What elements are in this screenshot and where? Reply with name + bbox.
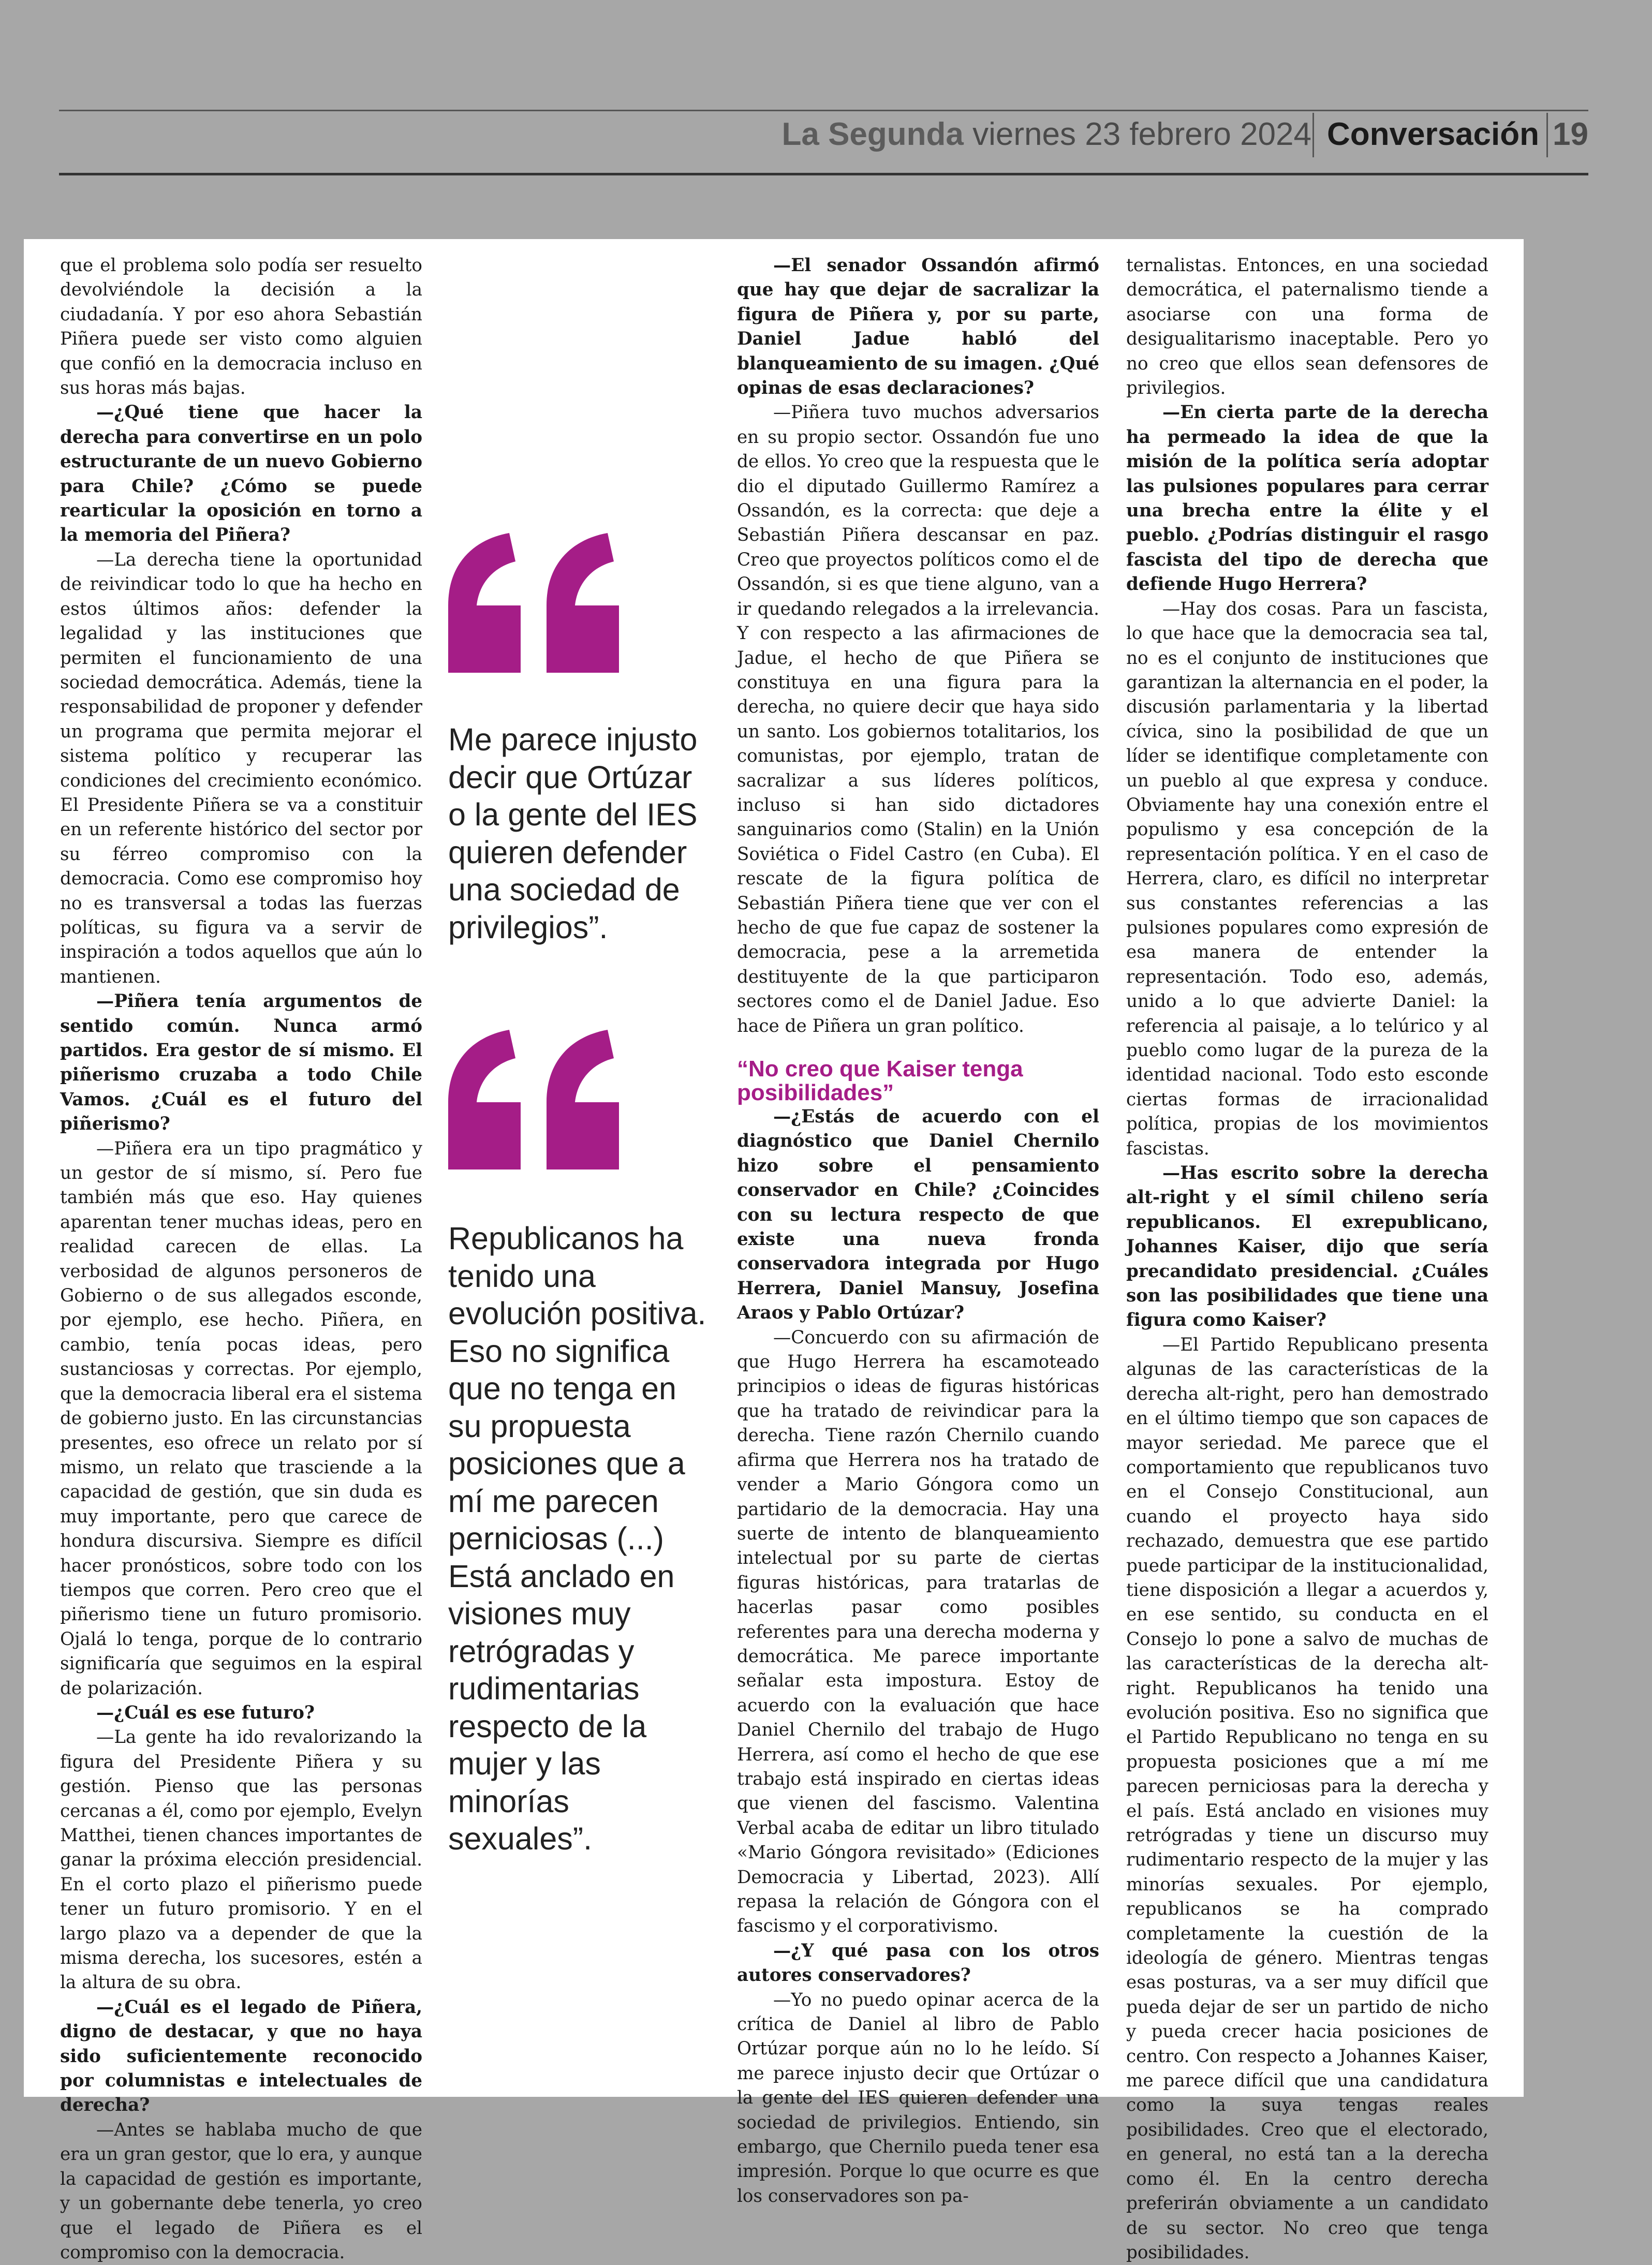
answer-paragraph: —Antes se hablaba mucho de que era un gran gestor, que lo era, y aunque la capacidad de gestión es importante, y un gobernante debe tenerla, yo creo que el legado de Piñera es el compromiso con la democracia. bbox=[60, 2119, 422, 2263]
interview-question: —El senador Ossandón afirmó que hay que dejar de sacralizar la figura de Piñera y, por su parte, Daniel Jadue habló del blanqueamiento de su imagen. ¿Qué opinas de esas declaraciones? bbox=[737, 255, 1099, 399]
answer-paragraph: —Concuerdo con su afirmación de que Hugo Herrera ha escamoteado principios o ideas de figuras históricas que ha tratado de reivindicar para la derecha. Tiene razón Chernilo cuando afirma que Herrera nos ha tratado de vender a Mario Góngora como un partidario de la democracia. Hay una suerte de intento de blanqueamiento intelectual por su parte de ciertas figuras históricas, para tratarlas de hacerlas pasar como posibles referentes para una derecha moderna y democrática. Me parece importante señalar esta impostura. Estoy de acuerdo con la evaluación que hace Daniel Chernilo del trabajo de Hugo Herrera, así como el hecho de que ese trabajo está inspirado en ciertas ideas que vienen del fascismo. Valentina Verbal acaba de editar un libro titulado «Mario Góngora revisitado» (Ediciones Democracia y Libertad, 2023). Allí repasa la relación de Góngora con el fascismo y el corporativismo. bbox=[737, 1327, 1099, 1937]
answer-paragraph: —Piñera tuvo muchos adversarios en su propio sector. Ossandón fue uno de ellos. Yo creo que la respuesta que le dio el diputado Guillermo Ramírez a Ossandón, es la correcta: que deje a Sebastián Piñera descansar en paz. Creo que proyectos políticos como el de Ossandón, si es que tiene alguno, van a ir quedando relegados a la irrelevancia. Y con respecto a las afirmaciones de Jadue, el hecho de que Piñera se constituya en una figura para la derecha, no quiere decir que haya sido un santo. Los gobiernos totalitarios, los comunistas, por ejemplo, tratan de sacralizar a sus líderes políticos, incluso si han sido dictadores sanguinarios como (Stalin) en la Unión Soviética o Fidel Castro (en Cuba). El rescate de la figura política de Sebastián Piñera tiene que ver con el hecho de que fue capaz de sostener la democracia, pese a la arremetida destituyente de la que participaron sectores como el de Daniel Jadue. Eso hace de Piñera un gran político. bbox=[737, 402, 1099, 1037]
header-divider bbox=[1312, 113, 1314, 157]
answer-paragraph: —La gente ha ido revalorizando la figura del Presidente Piñera y su gestión. Pienso que las personas cercanas a él, como por ejemplo, Evelyn Matthei, tienen chances importantes de ganar la próxima elección presidencial. En el corto plazo el piñerismo puede tener un futuro promisorio. Y en el largo plazo va a depender de que la misma derecha, los sucesores, estén a la altura de su obra. bbox=[60, 1727, 422, 1993]
article-column-1 bbox=[60, 254, 422, 2265]
interview-question: —Piñera tenía argumentos de sentido común. Nunca armó partidos. Era gestor de sí mismo. El piñerismo cruzaba a todo Chile Vamos. ¿Cuál es el futuro del piñerismo? bbox=[60, 991, 422, 1135]
section-name: Conversación bbox=[1326, 116, 1539, 152]
header-divider bbox=[1546, 113, 1548, 157]
article-column-4 bbox=[1126, 254, 1488, 2265]
answer-paragraph: —Yo no puedo opinar acerca de la crítica de Daniel al libro de Pablo Ortúzar porque aún no lo he leído. Sí me parece injusto decir que Ortúzar o la gente del IES quieren defender una sociedad de privilegios. Entiendo, sin embargo, que Chernilo pueda tener esa impresión. Porque lo que ocurre es que los conservadores son pa- bbox=[737, 1989, 1099, 2207]
page-header bbox=[59, 110, 1588, 172]
header-bottom-rule bbox=[59, 173, 1588, 175]
quote-mark-icon bbox=[448, 533, 619, 673]
answer-paragraph: —El Partido Republicano presenta algunas de las características de la derecha alt-right, pero han demostrado en el último tiempo que son capaces de mayor seriedad. Me parece que el comportamiento que republicanos tuvo en el Consejo Constitucional, aun cuando el proyecto haya sido rechazado, demuestra que ese partido puede participar de la institucionalidad, tiene disposición a llegar a acuerdos y, en ese sentido, su conducta en el Consejo lo pone a salvo de muchas de las características de la derecha alt-right. Republicanos ha tenido una evolución positiva. Eso no significa que el Partido Republicano no tenga en su propuesta posiciones que a mí me parecen perniciosas para la derecha y el país. Está anclado en visiones muy retrógradas y tiene un discurso muy rudimentario respecto de la mujer y las minorías sexuales. Por ejemplo, republicanos se ha comprado completamente la cuestión de la ideología de género. Mientras tengas esas posturas, va a ser muy difícil que pueda dejar de ser un partido de nicho y pueda crecer hacia posiciones de centro. Con respecto a Johannes Kaiser, me parece difícil que una candidatura como la suya tengas reales posibilidades. Creo que el electorado, en general, no está tan a la derecha como él. En la centro derecha preferirán obviamente a un candidato de su sector. No creo que tenga posibilidades. bbox=[1126, 1334, 1488, 2263]
masthead bbox=[782, 116, 1312, 153]
answer-paragraph: ternalistas. Entonces, en una sociedad democrática, el paternalismo tiende a asociarse con una forma de desigualitarismo inaceptable. Pero yo no creo que ellos sean defensores de privilegios. bbox=[1126, 255, 1488, 399]
answer-paragraph: que el problema solo podía ser resuelto devolviéndole la decisión a la ciudadanía. Y por eso ahora Sebastián Piñera puede ser visto como alguien que confió en la democracia incluso en sus horas más bajas. bbox=[60, 255, 422, 399]
answer-paragraph: —Piñera era un tipo pragmático y un gestor de sí mismo, sí. Pero fue también más que eso. Hay quienes aparentan tener muchas ideas, pero en realidad carecen de ellas. La verbosidad de algunos personeros de Gobierno o de sus allegados esconde, por ejemplo, ese hecho. Piñera, en cambio, tenía pocas ideas, pero sustanciosas y correctas. Por ejemplo, que la democracia liberal era el sistema de gobierno justo. En las circunstancias presentes, eso ofrece un relato por sí mismo, un relato que trasciende a la capacidad de gestión, que sin duda es muy importante, pero que carece de hondura discursiva. Siempre es difícil hacer pronósticos, sobre todo con los tiempos que corren. Pero creo que el piñerismo tiene un futuro promisorio. Ojalá lo tenga, porque de lo contrario significaría que seguimos en la espiral de polarización. bbox=[60, 1138, 422, 1699]
page-number: 19 bbox=[1553, 116, 1588, 152]
interview-question: —¿Y qué pasa con los otros autores conservadores? bbox=[737, 1940, 1099, 1986]
article-column-3 bbox=[737, 254, 1099, 2209]
answer-paragraph: —La derecha tiene la oportunidad de reivindicar todo lo que ha hecho en estos últimos años: defender la legalidad y las instituciones que permiten el funcionamiento de una sociedad democrática. Además, tiene la responsabilidad de proponer y defender un programa que permita mejorar el sistema político y recuperar las condiciones del crecimiento económico. El Presidente Piñera se va a constituir en un referente histórico del sector por su férreo compromiso con la democracia. Como ese compromiso hoy no es transversal a todas las fuerzas políticas, su figura va a servir de inspiración a todos aquellos que aún lo mantienen. bbox=[60, 549, 422, 987]
interview-question: —¿Estás de acuerdo con el diagnóstico que Daniel Chernilo hizo sobre el pensamiento conservador en Chile? ¿Coincides con su lectura respecto de que existe una nueva fronda conservadora integrada por Hugo Herrera, Daniel Mansuy, Josefina Araos y Pablo Ortúzar? bbox=[737, 1106, 1099, 1324]
quote-mark-icon bbox=[448, 1030, 619, 1169]
answer-paragraph: —Hay dos cosas. Para un fascista, lo que hace que la democracia sea tal, no es el conjunto de instituciones que garantizan la alternancia en el poder, la discusión parlamentaria y la libertad cívica, sino la posibilidad de que un líder se identifique completamente con un pueblo al que expresa y conduce. Obviamente hay una conexión entre el populismo y esa concepción de la representación política. Y en el caso de Herrera, claro, es difícil no interpretar sus constantes referencias a las pulsiones populares como expresión de esa manera de entender la representación. Todo eso, además, unido a lo que advierte Daniel: la referencia al paisaje, a lo telúrico y al pueblo como lugar de la pureza de la identidad nacional. Todo esto esconde ciertas formas de irracionalidad política, propias de los movimientos fascistas. bbox=[1126, 598, 1488, 1159]
pull-quote-2: Republicanos ha tenido una evolución positiva. Eso no significa que no tenga en su propuesta posiciones que a mí me parecen perniciosas (...) Está anclado en visiones muy retrógradas y rudimentarias respecto de la mujer y las minorías sexuales”. bbox=[448, 1221, 706, 1856]
interview-question: —En cierta parte de la derecha ha permeado la idea de que la misión de la política sería adoptar las pulsiones populares para cerrar una brecha entre la élite y el pueblo. ¿Podrías distinguir el rasgo fascista del tipo de derecha que defiende Hugo Herrera? bbox=[1126, 402, 1488, 595]
issue-date: viernes 23 febrero 2024 bbox=[972, 116, 1311, 152]
interview-question: —¿Cuál es ese futuro? bbox=[96, 1702, 315, 1723]
pull-quote-1: Me parece injusto decir que Ortúzar o la gente del IES quieren defender una sociedad de privilegios”. bbox=[448, 722, 698, 945]
section-subheading: “No creo que Kaiser tenga posibilidades” bbox=[737, 1056, 1023, 1105]
interview-question: —Has escrito sobre la derecha alt-right y el símil chileno sería republicanos. El exrepublicano, Johannes Kaiser, dijo que sería precandidato presidencial. ¿Cuáles son las posibilidades que tiene una figura como Kaiser? bbox=[1126, 1163, 1488, 1331]
newspaper-name: La Segunda bbox=[781, 116, 964, 152]
interview-question: —¿Cuál es el legado de Piñera, digno de destacar, y que no haya sido suficientemente reconocido por columnistas e intelectuales de derecha? bbox=[60, 1996, 422, 2116]
interview-question: —¿Qué tiene que hacer la derecha para convertirse en un polo estructurante de un nuevo Gobierno para Chile? ¿Cómo se puede rearticular la oposición en torno a la memoria del Piñera? bbox=[60, 402, 422, 546]
